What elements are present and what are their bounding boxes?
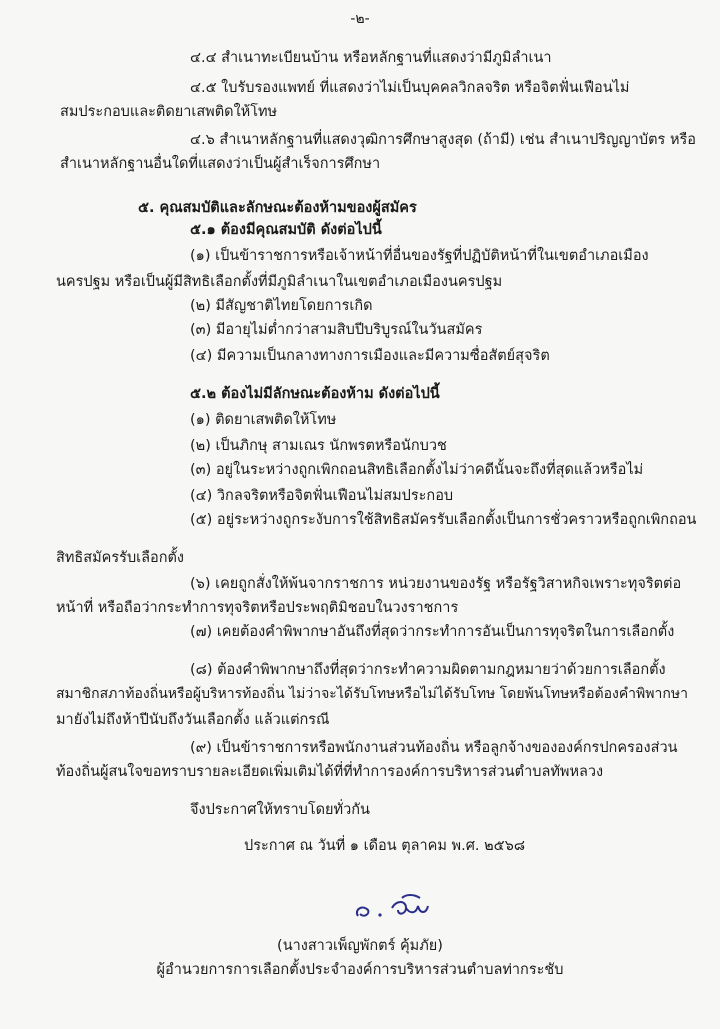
prohibit-2: (๒) เป็นภิกษุ สามเณร นักพรตหรือนักบวช — [190, 438, 447, 454]
signature-image — [340, 888, 450, 928]
prohibit-8-line1: (๘) ต้องคำพิพากษาถึงที่สุดว่ากระทำความผิดตามกฎหมายว่าด้วยการเลือกตั้ง — [190, 662, 666, 678]
section-5-2-heading: ๕.๒ ต้องไม่มีลักษณะต้องห้าม ดังต่อไปนี้ — [190, 386, 440, 402]
signer-name: (นางสาวเพ็ญพักตร์ คุ้มภัย) — [277, 938, 443, 954]
prohibit-9-line1: (๙) เป็นข้าราชการหรือพนักงานส่วนท้องถิ่น หรือลูกจ้างขององค์กรปกครองส่วน — [190, 740, 678, 756]
prohibit-5-line1: (๕) อยู่ระหว่างถูกระงับการใช้สิทธิสมัครรับเลือกตั้งเป็นการชั่วคราวหรือถูกเพิกถอน — [190, 512, 697, 528]
prohibit-1: (๑) ติดยาเสพติดให้โทษ — [190, 412, 337, 428]
item-4-5-line1: ๔.๕ ใบรับรองแพทย์ ที่แสดงว่าไม่เป็นบุคคลวิกลจริต หรือจิตฟั่นเฟือนไม่ — [190, 80, 630, 96]
qual-4: (๔) มีความเป็นกลางทางการเมืองและมีความซื่อสัตย์สุจริต — [190, 348, 550, 364]
prohibit-8-line3: มายังไม่ถึงห้าปีนับถึงวันเลือกตั้ง แล้วแต่กรณี — [56, 712, 330, 728]
prohibit-7: (๗) เคยต้องคำพิพากษาอันถึงที่สุดว่ากระทำการอันเป็นการทุจริตในการเลือกตั้ง — [190, 624, 675, 640]
prohibit-6-line2: หน้าที่ หรือถือว่ากระทำการทุจริตหรือประพฤติมิชอบในวงราชการ — [56, 600, 459, 616]
item-4-5-line2: สมประกอบและติดยาเสพติดให้โทษ — [60, 104, 278, 120]
qual-1-line2: นครปฐม หรือเป็นผู้มีสิทธิเลือกตั้งที่มีภูมิลำเนาในเขตอำเภอเมืองนครปฐม — [56, 274, 503, 290]
prohibit-9-line2: ท้องถิ่นผู้สนใจขอทราบรายละเอียดเพิ่มเติมได้ที่ที่ทำการองค์การบริหารส่วนตำบลทัพหลวง — [56, 764, 604, 780]
prohibit-6-line1: (๖) เคยถูกสั่งให้พ้นจากราชการ หน่วยงานของรัฐ หรือรัฐวิสาหกิจเพราะทุจริตต่อ — [190, 576, 682, 592]
prohibit-4: (๔) วิกลจริตหรือจิตฟั่นเฟือนไม่สมประกอบ — [190, 488, 454, 504]
qual-1-line1: (๑) เป็นข้าราชการหรือเจ้าหน้าที่อื่นของรัฐที่ปฏิบัติหน้าที่ในเขตอำเภอเมือง — [190, 248, 649, 264]
section-5-1-heading: ๕.๑ ต้องมีคุณสมบัติ ดังต่อไปนี้ — [190, 222, 382, 238]
page-number: -๒- — [350, 11, 370, 27]
section-5-heading: ๕. คุณสมบัติและลักษณะต้องห้ามของผู้สมัคร — [138, 200, 417, 216]
announcement: จึงประกาศให้ทราบโดยทั่วกัน — [190, 802, 370, 818]
item-4-6-line1: ๔.๖ สำเนาหลักฐานที่แสดงวุฒิการศึกษาสูงสุด (ถ้ามี) เช่น สำเนาปริญญาบัตร หรือ — [190, 132, 697, 148]
item-4-4: ๔.๔ สำเนาทะเบียนบ้าน หรือหลักฐานที่แสดงว่ามีภูมิลำเนา — [190, 50, 552, 66]
announcement-date: ประกาศ ณ วันที่ ๑ เดือน ตุลาคม พ.ศ. ๒๕๖๘ — [244, 838, 526, 854]
prohibit-3: (๓) อยู่ในระหว่างถูกเพิกถอนสิทธิเลือกตั้งไม่ว่าคดีนั้นจะถึงที่สุดแล้วหรือไม่ — [190, 462, 644, 478]
prohibit-5-line2: สิทธิสมัครรับเลือกตั้ง — [56, 550, 184, 566]
item-4-6-line2: สำเนาหลักฐานอื่นใดที่แสดงว่าเป็นผู้สำเร็จการศึกษา — [60, 156, 381, 172]
qual-3: (๓) มีอายุไม่ต่ำกว่าสามสิบปีบริบูรณ์ในวันสมัคร — [190, 322, 483, 338]
qual-2: (๒) มีสัญชาติไทยโดยการเกิด — [190, 298, 373, 314]
prohibit-8-line2: สมาชิกสภาท้องถิ่นหรือผู้บริหารท้องถิ่น ไม่ว่าจะได้รับโทษหรือไม่ได้รับโทษ โดยพ้นโทษหรือต้องคำพิพากษา — [56, 686, 688, 702]
signer-title: ผู้อำนวยการการเลือกตั้งประจำองค์การบริหารส่วนตำบลท่ากระชับ — [156, 962, 564, 978]
